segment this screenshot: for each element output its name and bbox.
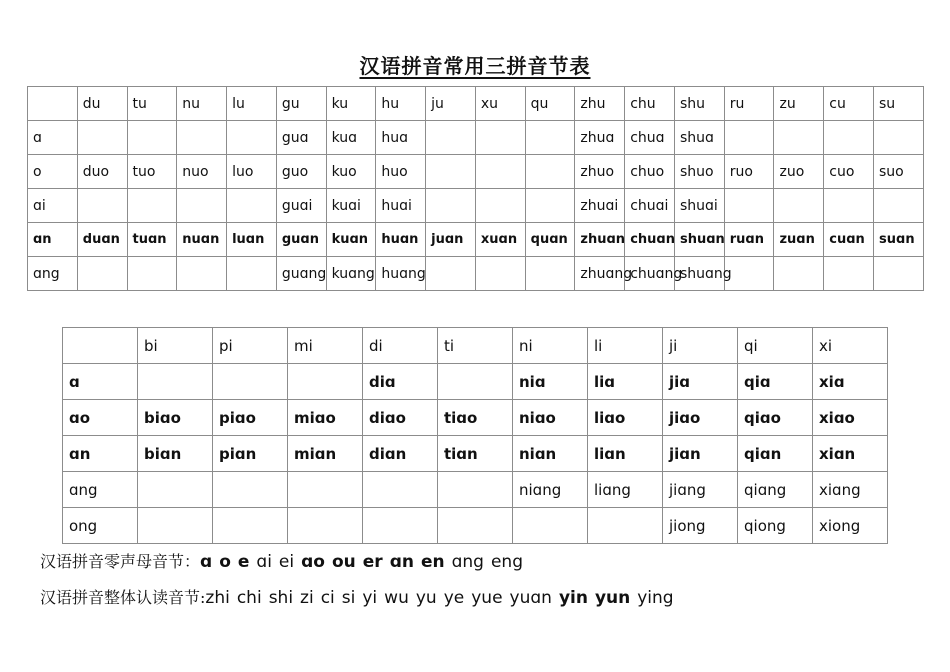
syllable-cell: guo <box>276 155 326 189</box>
syllable-cell <box>77 189 127 223</box>
syllable-cell: ruo <box>724 155 774 189</box>
syllable-cell <box>138 364 213 400</box>
syllable: yuɑn <box>509 588 552 608</box>
syllable-cell: suo <box>874 155 924 189</box>
syllable-cell <box>127 257 177 291</box>
header-cell <box>63 328 138 364</box>
syllable-cell <box>227 257 277 291</box>
header-row <box>63 328 888 364</box>
header-cell: xi <box>813 328 888 364</box>
syllable-cell: jiɑ <box>663 364 738 400</box>
syllable-cell: kuo <box>326 155 376 189</box>
syllable-cell: xiɑn <box>813 436 888 472</box>
syllable-cell <box>438 364 513 400</box>
syllable-cell: cuo <box>824 155 874 189</box>
i-medial-syllable-table <box>62 327 888 544</box>
syllable-cell: shuɑng <box>674 257 724 291</box>
syllable-cell: qiong <box>738 508 813 544</box>
table-row <box>28 257 924 291</box>
syllable-cell: huɑn <box>376 223 426 257</box>
row-final-cell: ɑ <box>63 364 138 400</box>
syllable: eng <box>490 552 523 572</box>
header-cell: xu <box>475 87 525 121</box>
syllable-cell: kuɑ <box>326 121 376 155</box>
syllable-cell <box>426 257 476 291</box>
syllable-cell <box>426 189 476 223</box>
syllable-cell <box>177 257 227 291</box>
syllable: en <box>420 552 445 572</box>
header-cell: chu <box>625 87 675 121</box>
syllable-cell: zuɑn <box>774 223 824 257</box>
syllable-cell: huɑ <box>376 121 426 155</box>
syllable-cell: chuɑn <box>625 223 675 257</box>
syllable-cell: guɑi <box>276 189 326 223</box>
syllable-cell: luɑn <box>227 223 277 257</box>
header-cell: ru <box>724 87 774 121</box>
syllable-cell <box>525 257 575 291</box>
syllable-cell <box>874 121 924 155</box>
syllable-cell <box>525 121 575 155</box>
syllable-cell <box>824 189 874 223</box>
syllable-cell: xiɑ <box>813 364 888 400</box>
syllable-cell: guɑ <box>276 121 326 155</box>
syllable-cell: piɑn <box>213 436 288 472</box>
syllable-cell: suɑn <box>874 223 924 257</box>
syllable-cell <box>288 364 363 400</box>
syllable-cell: qiɑ <box>738 364 813 400</box>
header-cell: qi <box>738 328 813 364</box>
syllable-cell <box>288 508 363 544</box>
syllable-cell: kuɑn <box>326 223 376 257</box>
syllable: ɑn <box>389 552 414 572</box>
syllable: shi <box>268 588 294 608</box>
syllable-cell <box>363 508 438 544</box>
zero-initial-syllables-line <box>40 549 530 572</box>
header-cell: ni <box>513 328 588 364</box>
syllable-cell: guɑng <box>276 257 326 291</box>
syllable-cell: miɑn <box>288 436 363 472</box>
table-row <box>63 364 888 400</box>
syllable: ye <box>443 588 465 608</box>
syllable-cell: zhuɑng <box>575 257 625 291</box>
syllable-cell: niɑo <box>513 400 588 436</box>
syllable-cell: xiong <box>813 508 888 544</box>
header-cell: su <box>874 87 924 121</box>
syllable: wu <box>384 588 409 608</box>
syllable-cell <box>874 257 924 291</box>
syllable: yi <box>362 588 378 608</box>
syllable: yu <box>415 588 437 608</box>
syllable-cell: zhuɑi <box>575 189 625 223</box>
whole-read-syllables-line <box>40 585 681 608</box>
header-cell: gu <box>276 87 326 121</box>
syllable-cell: tuo <box>127 155 177 189</box>
row-final-cell: ɑi <box>28 189 78 223</box>
table-row <box>63 508 888 544</box>
row-final-cell: ɑng <box>63 472 138 508</box>
header-cell: mi <box>288 328 363 364</box>
header-cell: du <box>77 87 127 121</box>
syllable-cell: liɑn <box>588 436 663 472</box>
header-cell: ku <box>326 87 376 121</box>
syllable-cell <box>513 508 588 544</box>
syllable-cell: miɑo <box>288 400 363 436</box>
syllable-cell <box>824 121 874 155</box>
syllable: er <box>362 552 383 572</box>
syllable-cell: guɑn <box>276 223 326 257</box>
syllable-cell <box>724 257 774 291</box>
syllable: ou <box>331 552 356 572</box>
syllable-cell <box>177 121 227 155</box>
row-final-cell: ɑng <box>28 257 78 291</box>
syllable: ɑ <box>200 552 213 572</box>
syllable-cell <box>138 508 213 544</box>
syllable-cell: huo <box>376 155 426 189</box>
syllable-cell: piɑo <box>213 400 288 436</box>
syllable-cell: huɑi <box>376 189 426 223</box>
syllable-cell <box>774 121 824 155</box>
header-cell: bi <box>138 328 213 364</box>
syllable-cell: nuɑn <box>177 223 227 257</box>
syllable: ying <box>637 588 674 608</box>
row-final-cell: ɑn <box>28 223 78 257</box>
syllable-cell <box>426 121 476 155</box>
syllable: ɑi <box>256 552 272 572</box>
header-cell: ji <box>663 328 738 364</box>
syllable-cell <box>213 472 288 508</box>
syllable-cell: jiɑn <box>663 436 738 472</box>
syllable-cell <box>227 121 277 155</box>
header-cell: ti <box>438 328 513 364</box>
syllable-cell <box>438 508 513 544</box>
syllable-cell: nuo <box>177 155 227 189</box>
syllable-cell: quɑn <box>525 223 575 257</box>
syllable: yin <box>558 588 588 608</box>
syllable-cell <box>475 257 525 291</box>
syllable-cell: chuo <box>625 155 675 189</box>
syllable-cell <box>127 189 177 223</box>
table-row <box>28 223 924 257</box>
table-row <box>28 121 924 155</box>
three-spell-syllable-table <box>27 86 924 291</box>
syllable-cell: xuɑn <box>475 223 525 257</box>
whole-read-label: 汉语拼音整体认读音节: <box>40 588 206 607</box>
syllable: yun <box>594 588 631 608</box>
header-cell: cu <box>824 87 874 121</box>
header-cell: zhu <box>575 87 625 121</box>
syllable: e <box>237 552 250 572</box>
syllable-cell: biɑo <box>138 400 213 436</box>
syllable-cell: liɑo <box>588 400 663 436</box>
header-cell: shu <box>674 87 724 121</box>
header-cell: lu <box>227 87 277 121</box>
syllable-cell: zuo <box>774 155 824 189</box>
syllable-cell <box>227 189 277 223</box>
syllable-cell: jiɑo <box>663 400 738 436</box>
syllable-cell <box>874 189 924 223</box>
row-final-cell: o <box>28 155 78 189</box>
header-cell: nu <box>177 87 227 121</box>
syllable-cell <box>525 155 575 189</box>
table-row <box>28 189 924 223</box>
syllable-cell: niɑ <box>513 364 588 400</box>
syllable-cell: zhuɑ <box>575 121 625 155</box>
syllable-cell: tuɑn <box>127 223 177 257</box>
syllable-cell: biɑn <box>138 436 213 472</box>
syllable-cell <box>475 189 525 223</box>
syllable: ei <box>278 552 295 572</box>
syllable: ci <box>320 588 335 608</box>
syllable-cell: diɑ <box>363 364 438 400</box>
syllable-cell: tiɑn <box>438 436 513 472</box>
syllable: ɑo <box>301 552 325 572</box>
syllable-cell <box>363 472 438 508</box>
syllable-cell: liɑng <box>588 472 663 508</box>
syllable-cell: chuɑ <box>625 121 675 155</box>
header-cell: ju <box>426 87 476 121</box>
syllable-cell <box>525 189 575 223</box>
syllable-cell: chuɑng <box>625 257 675 291</box>
header-cell: li <box>588 328 663 364</box>
syllable-cell <box>475 155 525 189</box>
syllable-cell: xiɑo <box>813 400 888 436</box>
syllable-cell <box>824 257 874 291</box>
syllable-cell: niɑng <box>513 472 588 508</box>
header-cell: hu <box>376 87 426 121</box>
syllable-cell <box>177 189 227 223</box>
table-row <box>63 400 888 436</box>
syllable-cell: chuɑi <box>625 189 675 223</box>
syllable-cell <box>127 121 177 155</box>
syllable-cell: shuo <box>674 155 724 189</box>
row-final-cell: ong <box>63 508 138 544</box>
syllable-cell: juɑn <box>426 223 476 257</box>
syllable-cell: kuɑng <box>326 257 376 291</box>
syllable-cell <box>77 257 127 291</box>
page-title: 汉语拼音常用三拼音节表 <box>359 54 591 78</box>
syllable-cell <box>438 472 513 508</box>
syllable-cell: shuɑn <box>674 223 724 257</box>
syllable-cell: tiɑo <box>438 400 513 436</box>
syllable-cell: shuɑ <box>674 121 724 155</box>
syllable: si <box>341 588 356 608</box>
syllable-cell: ruɑn <box>724 223 774 257</box>
syllable-cell: diɑn <box>363 436 438 472</box>
header-cell: zu <box>774 87 824 121</box>
zero-initial-label: 汉语拼音零声母音节： <box>40 552 201 571</box>
syllable-cell: niɑn <box>513 436 588 472</box>
syllable-cell: qiɑo <box>738 400 813 436</box>
table-row <box>63 436 888 472</box>
syllable-cell: diɑo <box>363 400 438 436</box>
syllable-cell <box>77 121 127 155</box>
syllable-cell: zhuɑn <box>575 223 625 257</box>
syllable-cell: luo <box>227 155 277 189</box>
syllable: o <box>219 552 231 572</box>
syllable-cell: duo <box>77 155 127 189</box>
syllable-cell: jiɑng <box>663 472 738 508</box>
syllable-cell <box>475 121 525 155</box>
syllable-cell <box>724 121 774 155</box>
syllable-cell <box>138 472 213 508</box>
syllable-cell <box>288 472 363 508</box>
syllable-cell: qiɑng <box>738 472 813 508</box>
syllable-cell: zhuo <box>575 155 625 189</box>
syllable-cell <box>213 508 288 544</box>
syllable-cell: huɑng <box>376 257 426 291</box>
table-row <box>63 472 888 508</box>
syllable-cell: shuɑi <box>674 189 724 223</box>
syllable: ɑng <box>451 552 484 572</box>
table-row <box>28 155 924 189</box>
syllable: chi <box>236 588 262 608</box>
syllable: zi <box>300 588 314 608</box>
syllable-cell: jiong <box>663 508 738 544</box>
row-final-cell: ɑ <box>28 121 78 155</box>
row-final-cell: ɑo <box>63 400 138 436</box>
header-cell: di <box>363 328 438 364</box>
header-row <box>28 87 924 121</box>
syllable-cell <box>426 155 476 189</box>
syllable-cell: xiɑng <box>813 472 888 508</box>
syllable-cell: kuɑi <box>326 189 376 223</box>
syllable-cell <box>724 189 774 223</box>
header-cell: qu <box>525 87 575 121</box>
syllable-cell <box>588 508 663 544</box>
syllable-cell <box>774 257 824 291</box>
header-cell <box>28 87 78 121</box>
syllable: zhi <box>205 588 230 608</box>
syllable-cell: qiɑn <box>738 436 813 472</box>
syllable-cell <box>213 364 288 400</box>
row-final-cell: ɑn <box>63 436 138 472</box>
header-cell: tu <box>127 87 177 121</box>
syllable-cell: liɑ <box>588 364 663 400</box>
syllable-cell <box>774 189 824 223</box>
header-cell: pi <box>213 328 288 364</box>
syllable-cell: duɑn <box>77 223 127 257</box>
syllable-cell: cuɑn <box>824 223 874 257</box>
syllable: yue <box>471 588 503 608</box>
